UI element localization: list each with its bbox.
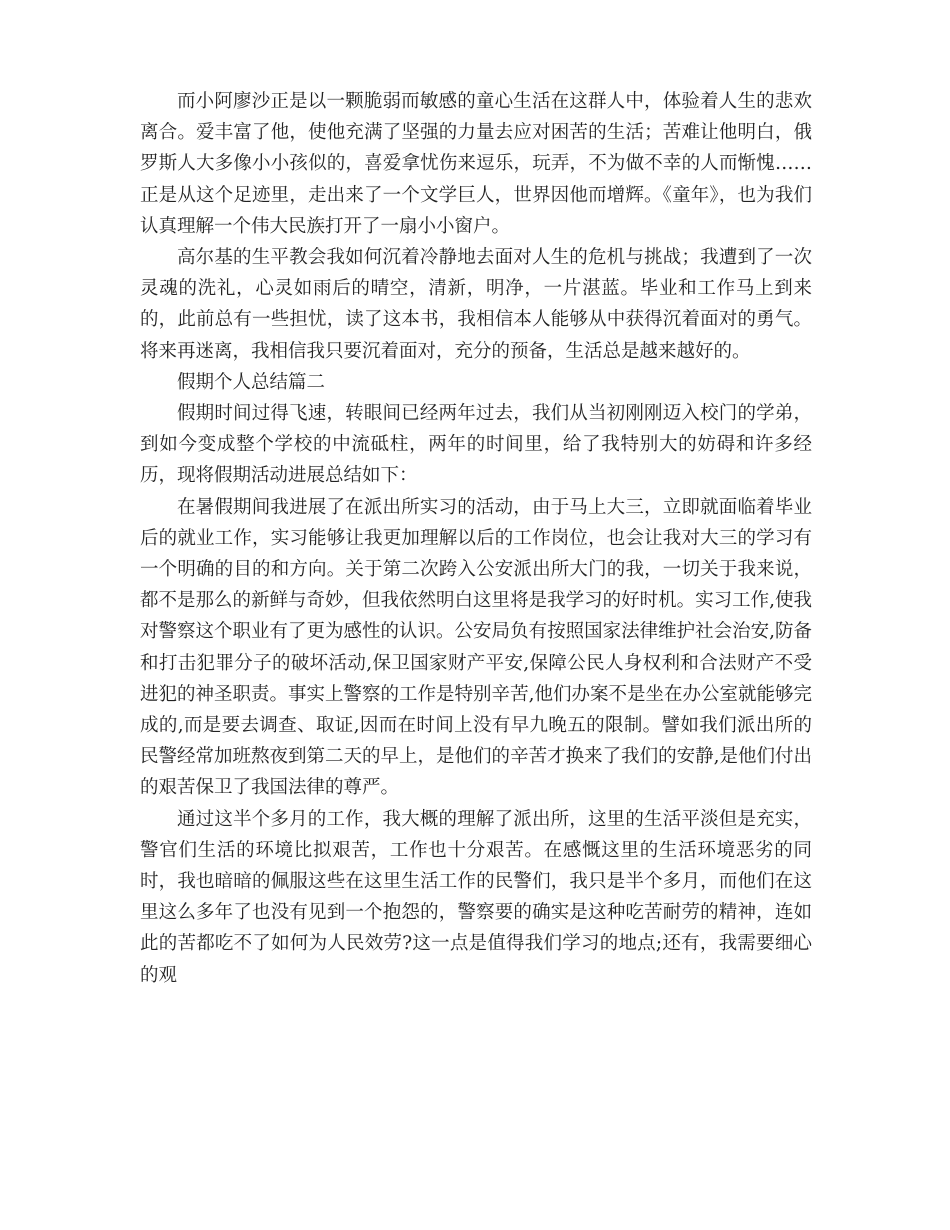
- section-heading: 假期个人总结篇二: [177, 371, 326, 393]
- paragraph-1: 而小阿廖沙正是以一颗脆弱而敏感的童心生活在这群人中，体验着人生的悲欢离合。爱丰富了他，使他充满了坚强的力量去应对困苦的生活；苦难让他明白，俄罗斯人大多像小小孩似的，喜爱拿忧伤来逗乐，玩弄，不为做不幸的人而惭愧……正是从这个足迹里，走出来了一个文学巨人，世界因他而增辉。《童年》，也为我们认真理解一个伟大民族打开了一扇小小窗户。: [140, 91, 812, 237]
- document-body: [140, 86, 812, 991]
- paragraph-2: 高尔基的生平教会我如何沉着冷静地去面对人生的危机与挑战；我遭到了一次灵魂的洗礼，心灵如雨后的晴空，清新，明净，一片湛蓝。毕业和工作马上到来的，此前总有一些担忧，读了这本书，我相信本人能够从中获得沉着面对的勇气。将来再迷离，我相信我只要沉着面对，充分的预备，生活总是越来越好的。: [140, 247, 812, 362]
- paragraph-5: 通过这半个多月的工作，我大概的理解了派出所，这里的生活平淡但是充实，警官们生活的环境比拟艰苦，工作也十分艰苦。在感慨这里的生活环境恶劣的同时，我也暗暗的佩服这些在这里生活工作的民警们，我只是半个多月，而他们在这里这么多年了也没有见到一个抱怨的，警察要的确实是这种吃苦耐劳的精神，连如此的苦都吃不了如何为人民效劳?这一点是值得我们学习的地点;还有，我需要细心的观: [140, 808, 812, 986]
- paragraph-4: 在暑假期间我进展了在派出所实习的活动，由于马上大三，立即就面临着毕业后的就业工作，实习能够让我更加理解以后的工作岗位，也会让我对大三的学习有一个明确的目的和方向。关于第二次跨入公安派出所大门的我，一切关于我来说，都不是那么的新鲜与奇妙，但我依然明白这里将是我学习的好时机。实习工作,使我对警察这个职业有了更为感性的认识。公安局负有按照国家法律维护社会治安,防备和打击犯罪分子的破坏活动,保卫国家财产平安,保障公民人身权利和合法财产不受进犯的神圣职责。事实上警察的工作是特别辛苦,他们办案不是坐在办公室就能够完成的,而是要去调查、取证,因而在时间上没有早九晚五的限制。譬如我们派出所的民警经常加班熬夜到第二天的早上，是他们的辛苦才换来了我们的安静,是他们付出的艰苦保卫了我国法律的尊严。: [140, 496, 812, 799]
- paragraph-3: 假期时间过得飞速，转眼间已经两年过去，我们从当初刚刚迈入校门的学弟，到如今变成整个学校的中流砥柱，两年的时间里，给了我特别大的妨碍和许多经历，现将假期活动进展总结如下：: [140, 403, 812, 487]
